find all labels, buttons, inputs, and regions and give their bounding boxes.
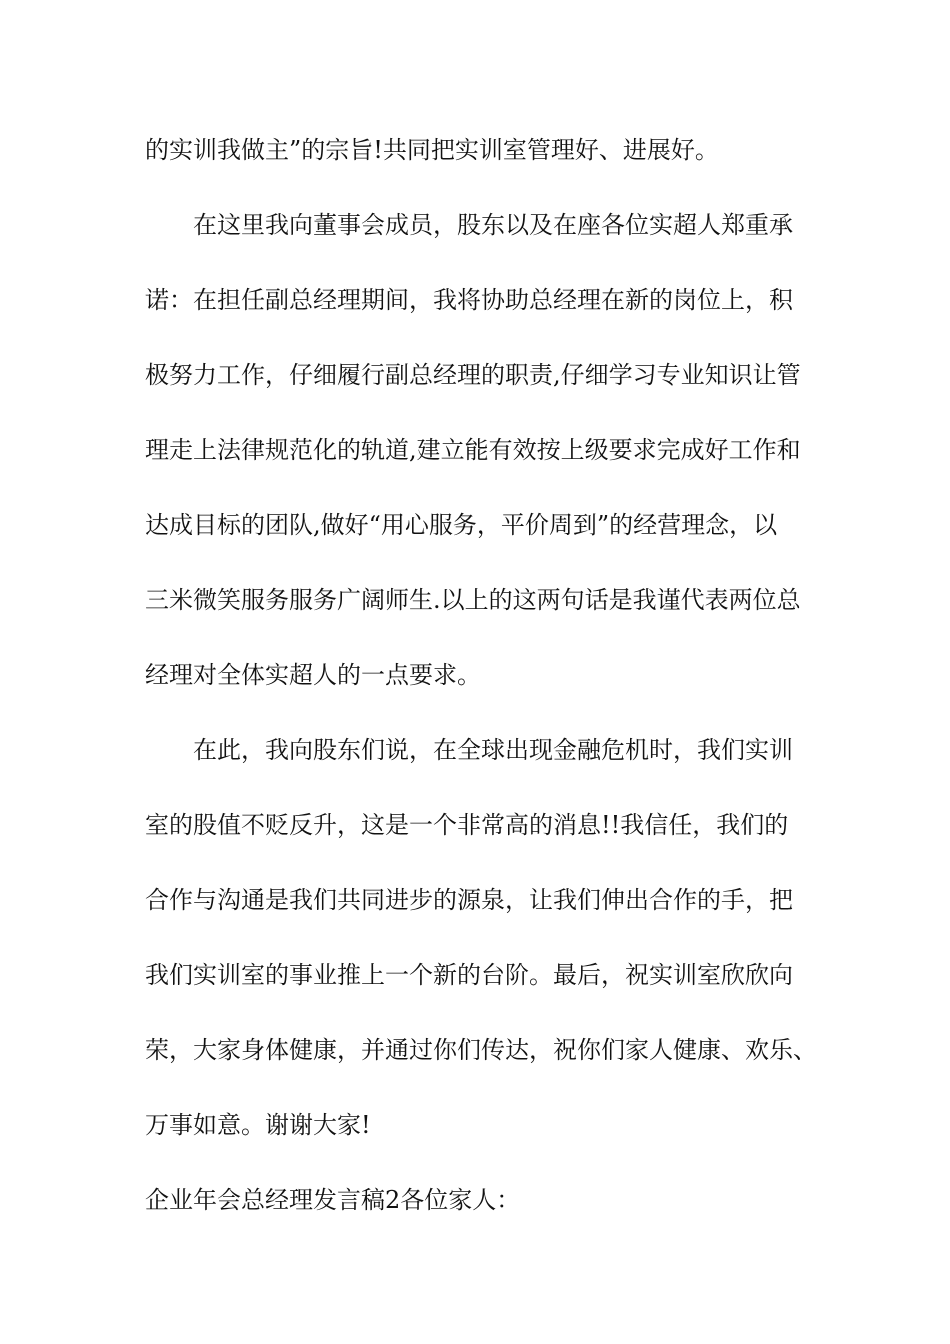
- text-line: 合作与沟通是我们共同进步的源泉，让我们伸出合作的手，把: [145, 886, 793, 914]
- text-line: 荣，大家身体健康，并通过你们传达，祝你们家人健康、欢乐、: [145, 1036, 817, 1064]
- text-line: 诺：在担任副总经理期间，我将协助总经理在新的岗位上，积: [145, 286, 793, 314]
- text-line: 达成目标的团队,做好“用心服务，平价周到”的经营理念，以: [145, 511, 778, 539]
- text-line: 三米微笑服务服务广阔师生.以上的这两句话是我谨代表两位总: [145, 586, 801, 614]
- text-line: 的实训我做主”的宗旨!共同把实训室管理好、进展好。: [145, 136, 719, 164]
- section-heading: 企业年会总经理发言稿2各位家人：: [145, 1186, 521, 1214]
- text-line: 我们实训室的事业推上一个新的台阶。最后，祝实训室欣欣向: [145, 961, 793, 989]
- text-line: 经理对全体实超人的一点要求。: [145, 661, 481, 689]
- text-line: 室的股值不贬反升，这是一个非常高的消息!!我信任，我们的: [145, 811, 789, 839]
- text-line: 极努力工作，仔细履行副总经理的职责,仔细学习专业知识让管: [145, 361, 801, 389]
- text-line: 在此，我向股东们说，在全球出现金融危机时，我们实训: [193, 736, 793, 764]
- text-line: 在这里我向董事会成员，股东以及在座各位实超人郑重承: [193, 211, 793, 239]
- text-line: 理走上法律规范化的轨道,建立能有效按上级要求完成好工作和: [145, 436, 801, 464]
- text-line: 万事如意。谢谢大家!: [145, 1111, 371, 1139]
